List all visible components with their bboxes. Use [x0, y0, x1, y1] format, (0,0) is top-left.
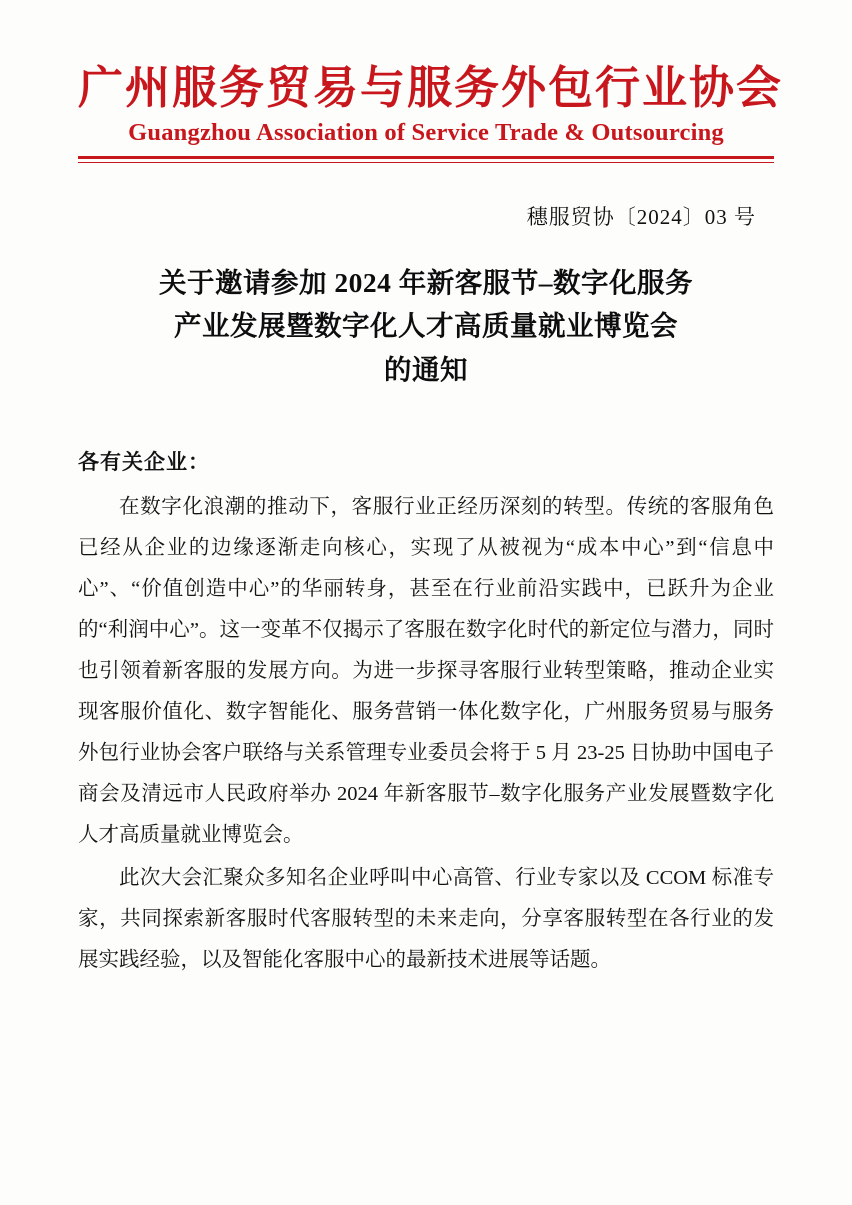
document-title — [78, 261, 774, 391]
organization-name-english: Guangzhou Association of Service Trade & Outsourcing — [128, 119, 724, 147]
document-number-row — [78, 201, 774, 231]
document-title-line-1: 关于邀请参加 2024 年新客服节–数字化服务 — [159, 266, 693, 298]
letterhead-divider-thick — [78, 156, 774, 159]
document-title-line-2: 产业发展暨数字化人才高质量就业博览会 — [174, 310, 678, 342]
document-body — [78, 441, 774, 981]
body-paragraph-2: 此次大会汇聚众多知名企业呼叫中心高管、行业专家以及 CCOM 标准专家，共同探索新客服时代客服转型的未来走向，分享客服转型在各行业的发展实践经验，以及智能化客服中心的最新技术进展等话题。 — [78, 867, 774, 972]
salutation: 各有关企业： — [78, 450, 210, 475]
letterhead — [78, 0, 784, 163]
body-paragraph-1: 在数字化浪潮的推动下，客服行业正经历深刻的转型。传统的客服角色已经从企业的边缘逐渐走向核心，实现了从被视为“成本中心”到“信息中心”、“价值创造中心”的华丽转身，甚至在行业前沿实践中，已跃升为企业的“利润中心”。这一变革不仅揭示了客服在数字化时代的新定位与潜力，同时也引领着新客服的发展方向。为进一步探寻客服行业转型策略，推动企业实现客服价值化、数字智能化、服务营销一体化数字化，广州服务贸易与服务外包行业协会客户联络与关系管理专业委员会将于 5 月 23-25 日协助中国电子商会及清远市人民政府举办 2024 年新客服节–数字化服务产业发展暨数字化人才高质量就业博览会。 — [78, 496, 774, 847]
document-number: 穗服贸协〔2024〕03 号 — [526, 204, 756, 229]
letterhead-divider-thin — [78, 162, 774, 163]
document-title-line-3: 的通知 — [384, 353, 468, 385]
organization-name-chinese: 广州服务贸易与服务外包行业协会 — [78, 63, 784, 113]
